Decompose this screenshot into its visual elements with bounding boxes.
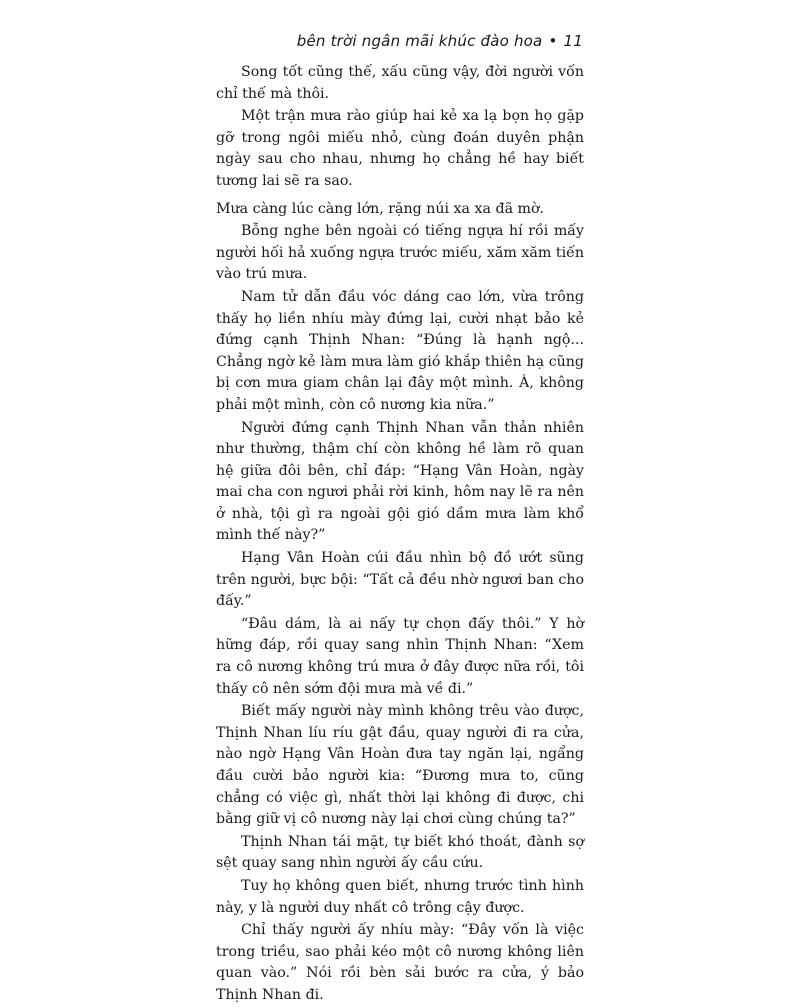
paragraph: Tuy họ không quen biết, nhưng trước tình hình này, y là người duy nhất cô trông cậy được. xyxy=(216,877,584,916)
book-title: bên trời ngân mãi khúc đào hoa xyxy=(296,32,543,50)
running-header xyxy=(297,32,583,50)
paragraph: Một trận mưa rào giúp hai kẻ xa lạ bọn họ gặp gỡ trong ngôi miếu nhỏ, cùng đoán duyên phận ngày sau cho nhau, nhưng họ chẳng hề hay biết tương lai sẽ ra sao. xyxy=(216,108,584,189)
paragraph: Biết mấy người này mình không trêu vào được, Thịnh Nhan líu ríu gật đầu, quay người đi ra cửa, nào ngờ Hạng Vân Hoàn đưa tay ngăn lại, ngẩng đầu cười bảo người kia: “Đương mưa to, cũng chẳng có việc gì, nhất thời lại không đi được, chi bằng giữ vị cô nương này lại chơi cùng chúng ta?” xyxy=(216,703,584,828)
body-text xyxy=(216,62,584,1008)
paragraph: Chỉ thấy người ấy nhíu mày: “Đây vốn là việc trong triều, sao phải kéo một cô nương không liên quan vào.” Nói rồi bèn sải bước ra cửa, ý bảo Thịnh Nhan đi. xyxy=(216,922,584,1003)
paragraph: Người đứng cạnh Thịnh Nhan vẫn thản nhiên như thường, thậm chí còn không hề làm rõ quan hệ giữa đôi bên, chỉ đáp: “Hạng Vân Hoàn, ngày mai cha con ngươi phải rời kinh, hôm nay lẽ ra nên ở nhà, tội gì ra ngoài gội gió dầm mưa làm khổ mình thế này?” xyxy=(216,419,584,544)
paragraph: Song tốt cũng thế, xấu cũng vậy, đời người vốn chỉ thế mà thôi. xyxy=(216,64,584,102)
header-separator: • xyxy=(548,32,558,50)
paragraph: Hạng Vân Hoàn cúi đầu nhìn bộ đồ ướt sũng trên người, bực bội: “Tất cả đều nhờ ngươi ban cho đấy.” xyxy=(216,550,584,610)
paragraph: Nam tử dẫn đầu vóc dáng cao lớn, vừa trông thấy họ liền nhíu mày đứng lại, cười nhạt bảo kẻ đứng cạnh Thịnh Nhan: “Đúng là hạnh ngộ... Chẳng ngờ kẻ làm mưa làm gió khắp thiên hạ cũng bị cơn mưa giam chân lại đây một mình. À, không phải một mình, còn cô nương kia nữa.” xyxy=(216,288,584,413)
page-number: 11 xyxy=(563,32,583,50)
paragraph: Bỗng nghe bên ngoài có tiếng ngựa hí rồi mấy người hối hả xuống ngựa trước miếu, xăm xăm tiến vào trú mưa. xyxy=(216,223,584,283)
paragraph: Mưa càng lúc càng lớn, rặng núi xa xa đã mờ. xyxy=(216,200,545,217)
paragraph: Thịnh Nhan tái mặt, tự biết khó thoát, đành sợ sệt quay sang nhìn người ấy cầu cứu. xyxy=(216,833,584,872)
paragraph: “Đâu dám, là ai nấy tự chọn đấy thôi.” Y hờ hững đáp, rồi quay sang nhìn Thịnh Nhan: “Xem ra cô nương không trú mưa ở đây được nữa rồi, tôi thấy cô nên sớm đội mưa mà về đi.” xyxy=(216,615,584,697)
